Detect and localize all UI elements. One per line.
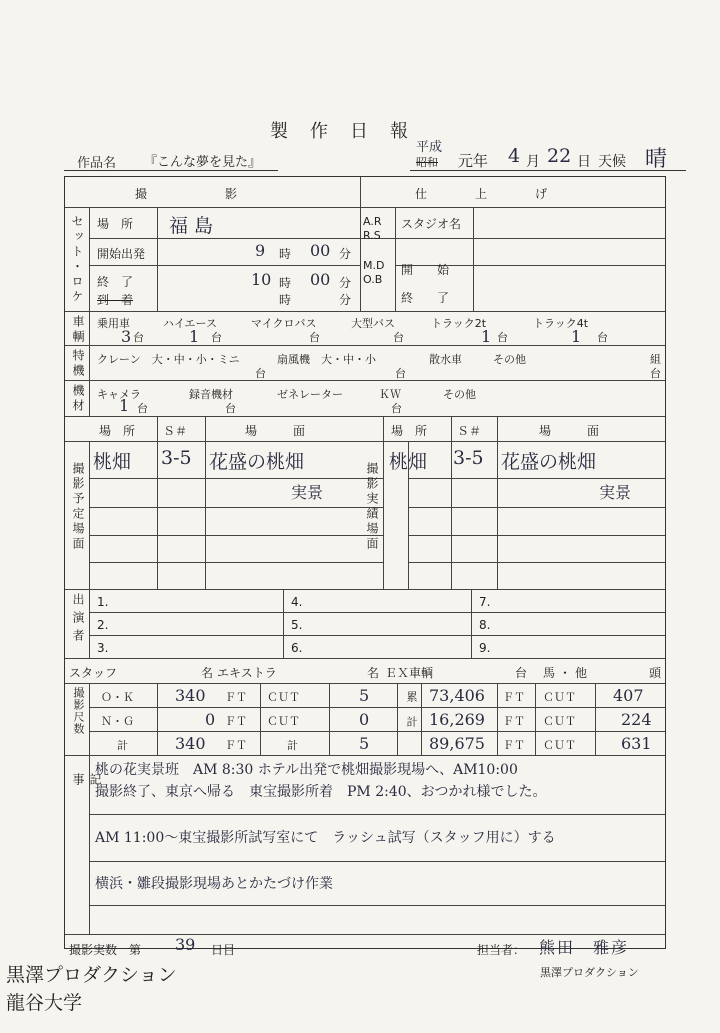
cum-ng-ft: 16,269 <box>429 710 485 729</box>
end-min-label: 分 <box>339 276 352 290</box>
film-side-label: 撮影尺数 <box>72 687 85 735</box>
vehicle-car: 乗用車 <box>97 317 130 330</box>
location-value: 福島 <box>169 215 220 237</box>
ar-label: A.R <box>363 215 382 228</box>
note-line-4: 横浜・雛段撮影現場あとかたづけ作業 <box>95 876 333 892</box>
special-unit-set: 組 <box>650 353 661 366</box>
special-side-label: 特機 <box>71 349 85 379</box>
plan-col-location: 場 所 <box>99 424 136 438</box>
location-label: 場 所 <box>97 217 134 231</box>
ok-ft-value: 340 <box>175 686 206 705</box>
era-printed: 昭和 <box>416 156 438 169</box>
days-unit: 日目 <box>211 943 236 957</box>
special-other: その他 <box>493 353 526 366</box>
head-unit: 頭 <box>649 666 662 680</box>
ob-label: O.B <box>363 273 383 286</box>
cum-ok-cut: 407 <box>613 686 644 705</box>
studio-label: スタジオ名 <box>401 217 462 231</box>
start-hour: 9 <box>255 241 266 260</box>
ng-ft-value: 0 <box>205 710 216 729</box>
note-line-2: 撮影終了、東京へ帰る 東宝撮影所着 PM 2:40、おつかれ様でした。 <box>95 784 547 800</box>
equipment-side-label: 機材 <box>71 384 85 414</box>
staff-unit: 名 <box>201 666 214 680</box>
vehicle-unit-4: 台 <box>393 331 404 344</box>
vehicle-bus: 大型バス <box>351 317 395 330</box>
cast-side-label: 出演者 <box>71 593 85 647</box>
horse-label: 馬・他 <box>543 666 592 680</box>
shiage-start-label: 開 始 <box>401 263 450 277</box>
note-line-3: AM 11:00〜東宝撮影所試写室にて ラッシュ試写（スタッフ用に）する <box>95 830 556 846</box>
rs-label: R.S <box>363 229 381 242</box>
ex-vehicle-unit: 台 <box>515 666 528 680</box>
equipment-other: その他 <box>443 388 476 401</box>
vehicle-hiace-count: 1 <box>189 327 200 346</box>
total-label: 計 <box>117 739 128 752</box>
equipment-generator: ゼネレーター <box>277 388 343 401</box>
total-cut-value: 5 <box>359 734 370 753</box>
start-min: 00 <box>310 241 331 260</box>
satsuei-heading: 撮 影 <box>135 187 244 201</box>
end-hour: 10 <box>251 270 272 289</box>
notes-side-label: 記 事 <box>71 773 102 1033</box>
vehicle-truck2: トラック2t <box>431 317 487 330</box>
special-unit-1: 台 <box>255 367 266 380</box>
cum-ok-ft-unit: ＦＴ <box>503 691 525 704</box>
weather-label: 天候 <box>598 154 626 170</box>
ok-cut-label: ＣＵＴ <box>267 691 300 704</box>
cum-ok-ft: 73,406 <box>429 686 485 705</box>
equipment-camera-unit: 台 <box>137 402 148 415</box>
note-line-1: 桃の花実景班 AM 8:30 ホテル出発で桃畑撮影現場へ、AM10:00 <box>95 762 518 778</box>
ng-label: Ｎ・Ｇ <box>101 715 134 728</box>
day-value: 22 <box>547 145 572 167</box>
cast-5: 5. <box>291 618 303 632</box>
vehicle-unit-2: 台 <box>211 331 222 344</box>
cum-ng-cut: 224 <box>621 710 652 729</box>
shiage-end-label: 終 了 <box>401 291 450 305</box>
vehicles-side-label: 車輌 <box>71 315 85 345</box>
equipment-kw: ＫＷ <box>379 388 401 401</box>
end-hour-label: 時 <box>279 276 292 290</box>
equipment-camera-count: 1 <box>119 396 130 415</box>
plan-col-sn: Ｓ＃ <box>163 424 188 438</box>
vehicle-truck4: トラック4t <box>533 317 589 330</box>
watermark-university: 龍谷大学 <box>6 992 83 1014</box>
cast-7: 7. <box>479 595 491 609</box>
actual-location: 桃畑 <box>389 451 428 473</box>
plan-sn: 3-5 <box>161 447 192 469</box>
cum-total-cut: 631 <box>621 734 652 753</box>
total-ft-value: 340 <box>175 734 206 753</box>
end-label: 終 了 <box>97 275 134 289</box>
arrive-label: 到 着 <box>97 293 134 307</box>
cast-1: 1. <box>97 595 109 609</box>
vehicle-truck4-count: 1 <box>571 327 582 346</box>
vehicle-car-count: 3 <box>121 327 132 346</box>
manager-label: 担当者： <box>477 943 526 957</box>
cum-total-ft-unit: ＦＴ <box>503 739 525 752</box>
actual-col-sn: Ｓ＃ <box>457 424 482 438</box>
vehicle-truck2-count: 1 <box>481 327 492 346</box>
cumulative-label: 累計 <box>405 691 418 741</box>
cum-ok-cut-label: ＣＵＴ <box>543 691 576 704</box>
start-hour-label: 時 <box>279 247 292 261</box>
cast-8: 8. <box>479 618 491 632</box>
md-label: M.D <box>363 259 385 272</box>
total-ft-unit: ＦＴ <box>225 739 247 752</box>
ok-label: Ｏ・Ｋ <box>101 691 134 704</box>
ok-ft-unit: ＦＴ <box>225 691 247 704</box>
special-fan: 扇風機 大・中・小 <box>277 353 376 366</box>
equipment-sound: 録音機材 <box>189 388 233 401</box>
start-label: 開始出発 <box>97 247 146 261</box>
era-year: 元年 <box>458 152 489 170</box>
shiage-heading: 仕 上 げ <box>415 187 556 201</box>
special-unit-2: 台 <box>395 367 406 380</box>
plan-side-label: 撮影予定場面 <box>71 462 85 552</box>
plan-note: 実景 <box>291 483 324 502</box>
set-loke-side-label: セット・ロケ <box>70 215 84 305</box>
actual-sn: 3-5 <box>453 447 484 469</box>
cast-6: 6. <box>291 641 303 655</box>
plan-location: 桃畑 <box>93 451 132 473</box>
days-label: 撮影実数 第 <box>69 943 142 957</box>
actual-note: 実景 <box>599 483 632 502</box>
actual-scene: 花盛の桃畑 <box>501 451 597 473</box>
cum-total-cut-label: ＣＵＴ <box>543 739 576 752</box>
extra-label: エキストラ <box>217 666 277 680</box>
equipment-sound-unit: 台 <box>225 402 236 415</box>
total-cut-label: 計 <box>287 739 298 752</box>
staff-label: スタッフ <box>69 666 118 680</box>
actual-side-label: 撮影実績場面 <box>365 462 379 552</box>
days-value: 39 <box>175 935 196 954</box>
day-label: 日 <box>577 154 591 170</box>
vehicle-unit-5: 台 <box>497 331 508 344</box>
ng-cut-label: ＣＵＴ <box>267 715 300 728</box>
special-unit-3: 台 <box>650 367 661 380</box>
special-crane: クレーン 大・中・小・ミニ <box>97 353 240 366</box>
work-label: 作品名 <box>77 156 117 171</box>
ex-vehicle-label: ＥＸ車輌 <box>385 666 434 680</box>
ng-cut-value: 0 <box>359 710 370 729</box>
month-value: 4 <box>508 145 521 167</box>
vehicle-unit-6: 台 <box>597 331 608 344</box>
ng-ft-unit: ＦＴ <box>225 715 247 728</box>
manager-name: 熊田 雅彦 <box>539 938 630 957</box>
cast-9: 9. <box>479 641 491 655</box>
weather-value: 晴 <box>645 147 668 172</box>
start-min-label: 分 <box>339 247 352 261</box>
plan-col-scene: 場 面 <box>245 424 306 438</box>
cast-4: 4. <box>291 595 303 609</box>
cum-total-ft: 89,675 <box>429 734 485 753</box>
cast-2: 2. <box>97 618 109 632</box>
vehicle-microbus: マイクロバス <box>251 317 317 330</box>
month-label: 月 <box>526 154 540 170</box>
extra-unit: 名 <box>367 666 380 680</box>
end-min: 00 <box>310 270 331 289</box>
company-print: 黒澤プロダクション <box>540 966 639 979</box>
special-water: 散水車 <box>429 353 462 366</box>
era-handwritten: 平成 <box>416 140 443 155</box>
vehicle-unit-3: 台 <box>309 331 320 344</box>
cast-3: 3. <box>97 641 109 655</box>
watermark-production: 黒澤プロダクション <box>6 964 177 986</box>
cum-ng-cut-label: ＣＵＴ <box>543 715 576 728</box>
arrive-min-label: 分 <box>339 293 352 307</box>
actual-col-scene: 場 面 <box>539 424 600 438</box>
ok-cut-value: 5 <box>359 686 370 705</box>
plan-scene: 花盛の桃畑 <box>209 451 305 473</box>
vehicle-unit-1: 台 <box>133 331 144 344</box>
arrive-hour-label: 時 <box>279 293 292 307</box>
page-title: 製 作 日 報 <box>270 121 410 142</box>
vehicle-hiace: ハイエース <box>163 317 218 330</box>
equipment-camera: キャメラ <box>97 388 141 401</box>
work-title: 『こんな夢を見た』 <box>144 155 262 170</box>
actual-col-location: 場 所 <box>391 424 428 438</box>
cum-ng-ft-unit: ＦＴ <box>503 715 525 728</box>
equipment-kw-unit: 台 <box>391 402 402 415</box>
